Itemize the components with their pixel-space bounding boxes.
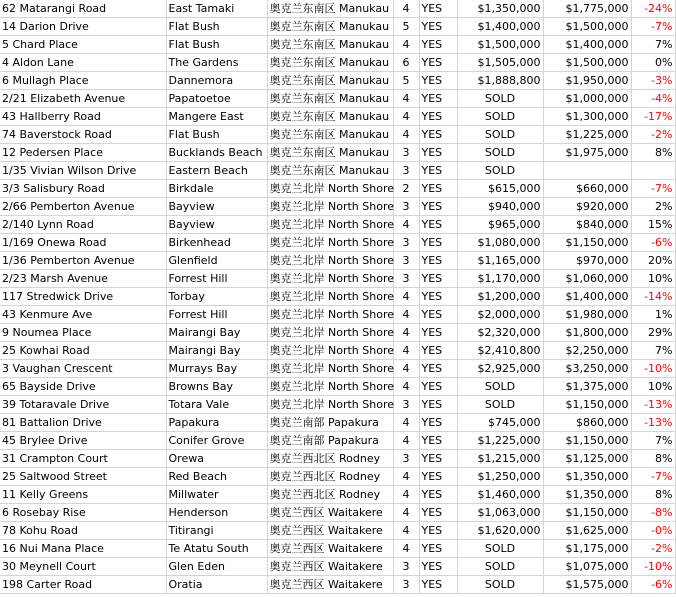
percent-cell[interactable]: 2% — [631, 198, 675, 216]
region-cell[interactable]: 奥克兰北岸 North Shore — [267, 324, 393, 342]
flag-cell[interactable]: YES — [419, 360, 457, 378]
region-cell[interactable]: 奥克兰北岸 North Shore — [267, 378, 393, 396]
address-cell[interactable]: 45 Brylee Drive — [0, 432, 166, 450]
bedrooms-cell[interactable]: 3 — [393, 450, 419, 468]
price-cell[interactable]: SOLD — [457, 378, 543, 396]
region-cell[interactable]: 奥克兰西区 Waitakere — [267, 504, 393, 522]
valuation-cell[interactable]: $860,000 — [543, 414, 631, 432]
flag-cell[interactable]: YES — [419, 216, 457, 234]
valuation-cell[interactable]: $1,950,000 — [543, 72, 631, 90]
table-row — [0, 522, 675, 540]
address-cell[interactable]: 2/23 Marsh Avenue — [0, 270, 166, 288]
valuation-cell[interactable]: $1,075,000 — [543, 558, 631, 576]
percent-cell[interactable]: -6% — [631, 234, 675, 252]
price-cell[interactable]: $1,063,000 — [457, 504, 543, 522]
percent-cell[interactable]: 8% — [631, 486, 675, 504]
valuation-cell[interactable]: $1,980,000 — [543, 306, 631, 324]
bedrooms-cell[interactable]: 3 — [393, 396, 419, 414]
percent-cell[interactable]: -10% — [631, 360, 675, 378]
address-cell[interactable]: 74 Baverstock Road — [0, 126, 166, 144]
table-row — [0, 216, 675, 234]
percent-cell[interactable]: 20% — [631, 252, 675, 270]
price-cell[interactable]: $1,215,000 — [457, 450, 543, 468]
suburb-cell[interactable]: Bucklands Beach — [166, 144, 267, 162]
bedrooms-cell[interactable]: 4 — [393, 414, 419, 432]
valuation-cell[interactable]: $1,225,000 — [543, 126, 631, 144]
valuation-cell[interactable]: $1,150,000 — [543, 432, 631, 450]
table-row — [0, 0, 675, 18]
table-row — [0, 360, 675, 378]
valuation-cell[interactable]: $1,575,000 — [543, 576, 631, 594]
percent-cell[interactable]: 1% — [631, 306, 675, 324]
valuation-cell[interactable]: $660,000 — [543, 180, 631, 198]
table-row — [0, 450, 675, 468]
region-cell[interactable]: 奥克兰北岸 North Shore — [267, 252, 393, 270]
bedrooms-cell[interactable]: 4 — [393, 108, 419, 126]
percent-cell[interactable] — [631, 162, 675, 180]
address-cell[interactable]: 16 Nui Mana Place — [0, 540, 166, 558]
address-cell[interactable]: 12 Pedersen Place — [0, 144, 166, 162]
suburb-cell[interactable]: Forrest Hill — [166, 270, 267, 288]
valuation-cell[interactable]: $840,000 — [543, 216, 631, 234]
flag-cell[interactable]: YES — [419, 558, 457, 576]
suburb-cell[interactable]: Bayview — [166, 216, 267, 234]
table-row — [0, 486, 675, 504]
region-cell[interactable]: 奥克兰西区 Waitakere — [267, 576, 393, 594]
valuation-cell[interactable]: $920,000 — [543, 198, 631, 216]
flag-cell[interactable]: YES — [419, 342, 457, 360]
flag-cell[interactable]: YES — [419, 468, 457, 486]
suburb-cell[interactable]: Papakura — [166, 414, 267, 432]
flag-cell[interactable]: YES — [419, 576, 457, 594]
price-cell[interactable]: SOLD — [457, 162, 543, 180]
percent-cell[interactable]: -13% — [631, 396, 675, 414]
suburb-cell[interactable]: Oratia — [166, 576, 267, 594]
suburb-cell[interactable]: Mangere East — [166, 108, 267, 126]
price-cell[interactable]: SOLD — [457, 576, 543, 594]
bedrooms-cell[interactable]: 4 — [393, 0, 419, 18]
address-cell[interactable]: 78 Kohu Road — [0, 522, 166, 540]
region-cell[interactable]: 奥克兰东南区 Manukau — [267, 0, 393, 18]
suburb-cell[interactable]: Conifer Grove — [166, 432, 267, 450]
percent-cell[interactable]: -0% — [631, 522, 675, 540]
table-row — [0, 162, 675, 180]
valuation-cell[interactable]: $1,000,000 — [543, 90, 631, 108]
table-row — [0, 432, 675, 450]
table-row — [0, 396, 675, 414]
bedrooms-cell[interactable]: 3 — [393, 576, 419, 594]
region-cell[interactable]: 奥克兰北岸 North Shore — [267, 180, 393, 198]
valuation-cell[interactable]: $2,250,000 — [543, 342, 631, 360]
price-cell[interactable]: $1,250,000 — [457, 468, 543, 486]
valuation-cell[interactable]: $1,150,000 — [543, 234, 631, 252]
table-row — [0, 504, 675, 522]
valuation-cell[interactable]: $1,125,000 — [543, 450, 631, 468]
flag-cell[interactable]: YES — [419, 144, 457, 162]
table-row — [0, 198, 675, 216]
flag-cell[interactable]: YES — [419, 378, 457, 396]
bedrooms-cell[interactable]: 4 — [393, 504, 419, 522]
region-cell[interactable]: 奥克兰东南区 Manukau — [267, 162, 393, 180]
percent-cell[interactable]: -7% — [631, 180, 675, 198]
address-cell[interactable]: 2/21 Elizabeth Avenue — [0, 90, 166, 108]
flag-cell[interactable]: YES — [419, 0, 457, 18]
flag-cell[interactable]: YES — [419, 414, 457, 432]
bedrooms-cell[interactable]: 4 — [393, 378, 419, 396]
table-row — [0, 558, 675, 576]
table-row — [0, 108, 675, 126]
suburb-cell[interactable]: Papatoetoe — [166, 90, 267, 108]
percent-cell[interactable]: -24% — [631, 0, 675, 18]
flag-cell[interactable]: YES — [419, 396, 457, 414]
flag-cell[interactable]: YES — [419, 540, 457, 558]
suburb-cell[interactable]: Mairangi Bay — [166, 342, 267, 360]
region-cell[interactable]: 奥克兰东南区 Manukau — [267, 108, 393, 126]
region-cell[interactable]: 奥克兰北岸 North Shore — [267, 306, 393, 324]
valuation-cell[interactable]: $1,400,000 — [543, 288, 631, 306]
bedrooms-cell[interactable]: 4 — [393, 306, 419, 324]
address-cell[interactable]: 39 Totaravale Drive — [0, 396, 166, 414]
percent-cell[interactable]: -17% — [631, 108, 675, 126]
percent-cell[interactable]: -2% — [631, 126, 675, 144]
percent-cell[interactable]: -2% — [631, 540, 675, 558]
flag-cell[interactable]: YES — [419, 432, 457, 450]
address-cell[interactable]: 25 Saltwood Street — [0, 468, 166, 486]
region-cell[interactable]: 奥克兰西北区 Rodney — [267, 468, 393, 486]
flag-cell[interactable]: YES — [419, 306, 457, 324]
percent-cell[interactable]: -7% — [631, 468, 675, 486]
bedrooms-cell[interactable]: 4 — [393, 342, 419, 360]
bedrooms-cell[interactable]: 4 — [393, 288, 419, 306]
price-cell[interactable]: $965,000 — [457, 216, 543, 234]
flag-cell[interactable]: YES — [419, 180, 457, 198]
table-row — [0, 288, 675, 306]
table-row — [0, 576, 675, 594]
address-cell[interactable]: 2/66 Pemberton Avenue — [0, 198, 166, 216]
price-cell[interactable]: $1,200,000 — [457, 288, 543, 306]
bedrooms-cell[interactable]: 4 — [393, 360, 419, 378]
table-row — [0, 270, 675, 288]
valuation-cell[interactable]: $1,625,000 — [543, 522, 631, 540]
bedrooms-cell[interactable]: 3 — [393, 252, 419, 270]
suburb-cell[interactable]: Glenfield — [166, 252, 267, 270]
table-row — [0, 378, 675, 396]
region-cell[interactable]: 奥克兰北岸 North Shore — [267, 216, 393, 234]
valuation-cell[interactable]: $1,150,000 — [543, 504, 631, 522]
flag-cell[interactable]: YES — [419, 54, 457, 72]
bedrooms-cell[interactable]: 4 — [393, 468, 419, 486]
table-row — [0, 324, 675, 342]
region-cell[interactable]: 奥克兰东南区 Manukau — [267, 126, 393, 144]
address-cell[interactable]: 3 Vaughan Crescent — [0, 360, 166, 378]
valuation-cell[interactable]: $1,375,000 — [543, 378, 631, 396]
address-cell[interactable]: 31 Crampton Court — [0, 450, 166, 468]
address-cell[interactable]: 30 Meynell Court — [0, 558, 166, 576]
suburb-cell[interactable]: Birkenhead — [166, 234, 267, 252]
flag-cell[interactable]: YES — [419, 288, 457, 306]
bedrooms-cell[interactable]: 6 — [393, 54, 419, 72]
suburb-cell[interactable]: Millwater — [166, 486, 267, 504]
percent-cell[interactable]: -13% — [631, 414, 675, 432]
flag-cell[interactable]: YES — [419, 522, 457, 540]
valuation-cell[interactable]: $3,250,000 — [543, 360, 631, 378]
region-cell[interactable]: 奥克兰北岸 North Shore — [267, 198, 393, 216]
bedrooms-cell[interactable]: 4 — [393, 540, 419, 558]
suburb-cell[interactable]: Titirangi — [166, 522, 267, 540]
address-cell[interactable]: 117 Stredwick Drive — [0, 288, 166, 306]
table-row — [0, 414, 675, 432]
table-row — [0, 36, 675, 54]
bedrooms-cell[interactable]: 2 — [393, 180, 419, 198]
table-row — [0, 468, 675, 486]
flag-cell[interactable]: YES — [419, 162, 457, 180]
valuation-cell[interactable]: $1,300,000 — [543, 108, 631, 126]
bedrooms-cell[interactable]: 4 — [393, 126, 419, 144]
address-cell[interactable]: 3/3 Salisbury Road — [0, 180, 166, 198]
region-cell[interactable]: 奥克兰东南区 Manukau — [267, 144, 393, 162]
flag-cell[interactable]: YES — [419, 198, 457, 216]
region-cell[interactable]: 奥克兰西北区 Rodney — [267, 486, 393, 504]
region-cell[interactable]: 奥克兰西区 Waitakere — [267, 540, 393, 558]
address-cell[interactable]: 6 Rosebay Rise — [0, 504, 166, 522]
flag-cell[interactable]: YES — [419, 450, 457, 468]
price-cell[interactable]: $1,080,000 — [457, 234, 543, 252]
flag-cell[interactable]: YES — [419, 72, 457, 90]
price-cell[interactable]: $1,460,000 — [457, 486, 543, 504]
address-cell[interactable]: 43 Hallberry Road — [0, 108, 166, 126]
bedrooms-cell[interactable]: 3 — [393, 162, 419, 180]
suburb-cell[interactable]: East Tamaki — [166, 0, 267, 18]
percent-cell[interactable]: 29% — [631, 324, 675, 342]
percent-cell[interactable]: -14% — [631, 288, 675, 306]
valuation-cell[interactable]: $1,350,000 — [543, 468, 631, 486]
region-cell[interactable]: 奥克兰南部 Papakura — [267, 432, 393, 450]
region-cell[interactable]: 奥克兰北岸 North Shore — [267, 288, 393, 306]
percent-cell[interactable]: -3% — [631, 72, 675, 90]
percent-cell[interactable]: -8% — [631, 504, 675, 522]
address-cell[interactable]: 25 Kowhai Road — [0, 342, 166, 360]
region-cell[interactable]: 奥克兰东南区 Manukau — [267, 36, 393, 54]
region-cell[interactable]: 奥克兰西北区 Rodney — [267, 450, 393, 468]
address-cell[interactable]: 62 Matarangi Road — [0, 0, 166, 18]
address-cell[interactable]: 81 Battalion Drive — [0, 414, 166, 432]
suburb-cell[interactable]: Murrays Bay — [166, 360, 267, 378]
valuation-cell[interactable]: $1,175,000 — [543, 540, 631, 558]
bedrooms-cell[interactable]: 3 — [393, 270, 419, 288]
address-cell[interactable]: 14 Darion Drive — [0, 18, 166, 36]
percent-cell[interactable]: -4% — [631, 90, 675, 108]
flag-cell[interactable]: YES — [419, 252, 457, 270]
suburb-cell[interactable]: Eastern Beach — [166, 162, 267, 180]
bedrooms-cell[interactable]: 3 — [393, 234, 419, 252]
suburb-cell[interactable]: Bayview — [166, 198, 267, 216]
price-cell[interactable]: SOLD — [457, 90, 543, 108]
region-cell[interactable]: 奥克兰西区 Waitakere — [267, 558, 393, 576]
price-cell[interactable]: $2,320,000 — [457, 324, 543, 342]
valuation-cell[interactable]: $1,400,000 — [543, 36, 631, 54]
region-cell[interactable]: 奥克兰西区 Waitakere — [267, 522, 393, 540]
bedrooms-cell[interactable]: 4 — [393, 522, 419, 540]
valuation-cell[interactable]: $1,975,000 — [543, 144, 631, 162]
percent-cell[interactable]: 8% — [631, 144, 675, 162]
valuation-cell[interactable]: $1,775,000 — [543, 0, 631, 18]
suburb-cell[interactable]: Glen Eden — [166, 558, 267, 576]
percent-cell[interactable]: 10% — [631, 270, 675, 288]
region-cell[interactable]: 奥克兰东南区 Manukau — [267, 54, 393, 72]
bedrooms-cell[interactable]: 4 — [393, 216, 419, 234]
table-row — [0, 234, 675, 252]
table-row — [0, 306, 675, 324]
percent-cell[interactable]: -10% — [631, 558, 675, 576]
price-cell[interactable]: SOLD — [457, 540, 543, 558]
suburb-cell[interactable]: Totara Vale — [166, 396, 267, 414]
table-row — [0, 90, 675, 108]
valuation-cell[interactable]: $1,800,000 — [543, 324, 631, 342]
bedrooms-cell[interactable]: 4 — [393, 324, 419, 342]
bedrooms-cell[interactable]: 3 — [393, 558, 419, 576]
valuation-cell[interactable]: $1,350,000 — [543, 486, 631, 504]
table-row — [0, 180, 675, 198]
suburb-cell[interactable]: Birkdale — [166, 180, 267, 198]
table-row — [0, 252, 675, 270]
region-cell[interactable]: 奥克兰北岸 North Shore — [267, 270, 393, 288]
address-cell[interactable]: 1/36 Pemberton Avenue — [0, 252, 166, 270]
flag-cell[interactable]: YES — [419, 504, 457, 522]
flag-cell[interactable]: YES — [419, 126, 457, 144]
address-cell[interactable]: 11 Kelly Greens — [0, 486, 166, 504]
suburb-cell[interactable]: Forrest Hill — [166, 306, 267, 324]
suburb-cell[interactable]: Torbay — [166, 288, 267, 306]
address-cell[interactable]: 198 Carter Road — [0, 576, 166, 594]
valuation-cell[interactable]: $1,150,000 — [543, 396, 631, 414]
address-cell[interactable]: 6 Mullagh Place — [0, 72, 166, 90]
table-row — [0, 18, 675, 36]
price-cell[interactable]: $2,925,000 — [457, 360, 543, 378]
flag-cell[interactable]: YES — [419, 324, 457, 342]
valuation-cell[interactable]: $1,060,000 — [543, 270, 631, 288]
flag-cell[interactable]: YES — [419, 108, 457, 126]
table-row — [0, 72, 675, 90]
percent-cell[interactable]: -6% — [631, 576, 675, 594]
price-cell[interactable]: SOLD — [457, 126, 543, 144]
table-row — [0, 342, 675, 360]
address-cell[interactable]: 9 Noumea Place — [0, 324, 166, 342]
price-cell[interactable]: $1,400,000 — [457, 18, 543, 36]
region-cell[interactable]: 奥克兰北岸 North Shore — [267, 396, 393, 414]
table-row — [0, 144, 675, 162]
price-cell[interactable]: $1,500,000 — [457, 36, 543, 54]
suburb-cell[interactable]: Flat Bush — [166, 36, 267, 54]
region-cell[interactable]: 奥克兰东南区 Manukau — [267, 18, 393, 36]
percent-cell[interactable]: 7% — [631, 342, 675, 360]
price-cell[interactable]: $940,000 — [457, 198, 543, 216]
flag-cell[interactable]: YES — [419, 234, 457, 252]
price-cell[interactable]: SOLD — [457, 558, 543, 576]
price-cell[interactable]: $745,000 — [457, 414, 543, 432]
bedrooms-cell[interactable]: 4 — [393, 486, 419, 504]
bedrooms-cell[interactable]: 4 — [393, 90, 419, 108]
address-cell[interactable]: 4 Aldon Lane — [0, 54, 166, 72]
bedrooms-cell[interactable]: 5 — [393, 72, 419, 90]
price-cell[interactable]: SOLD — [457, 108, 543, 126]
suburb-cell[interactable]: Mairangi Bay — [166, 324, 267, 342]
suburb-cell[interactable]: The Gardens — [166, 54, 267, 72]
price-cell[interactable]: $1,620,000 — [457, 522, 543, 540]
valuation-cell[interactable]: $1,500,000 — [543, 18, 631, 36]
price-cell[interactable]: $1,888,800 — [457, 72, 543, 90]
bedrooms-cell[interactable]: 3 — [393, 144, 419, 162]
price-cell[interactable]: $1,350,000 — [457, 0, 543, 18]
suburb-cell[interactable]: Browns Bay — [166, 378, 267, 396]
valuation-cell[interactable] — [543, 162, 631, 180]
region-cell[interactable]: 奥克兰南部 Papakura — [267, 414, 393, 432]
address-cell[interactable]: 2/140 Lynn Road — [0, 216, 166, 234]
address-cell[interactable]: 65 Bayside Drive — [0, 378, 166, 396]
bedrooms-cell[interactable]: 4 — [393, 432, 419, 450]
flag-cell[interactable]: YES — [419, 486, 457, 504]
suburb-cell[interactable]: Dannemora — [166, 72, 267, 90]
table-row — [0, 126, 675, 144]
percent-cell[interactable]: 8% — [631, 450, 675, 468]
percent-cell[interactable]: 0% — [631, 54, 675, 72]
bedrooms-cell[interactable]: 5 — [393, 18, 419, 36]
price-cell[interactable]: SOLD — [457, 144, 543, 162]
percent-cell[interactable]: 7% — [631, 432, 675, 450]
valuation-cell[interactable]: $1,500,000 — [543, 54, 631, 72]
region-cell[interactable]: 奥克兰北岸 North Shore — [267, 342, 393, 360]
percent-cell[interactable]: 7% — [631, 36, 675, 54]
price-cell[interactable]: $1,165,000 — [457, 252, 543, 270]
flag-cell[interactable]: YES — [419, 18, 457, 36]
percent-cell[interactable]: -7% — [631, 18, 675, 36]
region-cell[interactable]: 奥克兰北岸 North Shore — [267, 360, 393, 378]
price-cell[interactable]: $1,225,000 — [457, 432, 543, 450]
address-cell[interactable]: 43 Kenmure Ave — [0, 306, 166, 324]
suburb-cell[interactable]: Flat Bush — [166, 126, 267, 144]
address-cell[interactable]: 1/35 Vivian Wilson Drive — [0, 162, 166, 180]
suburb-cell[interactable]: Red Beach — [166, 468, 267, 486]
price-cell[interactable]: SOLD — [457, 396, 543, 414]
bedrooms-cell[interactable]: 3 — [393, 198, 419, 216]
flag-cell[interactable]: YES — [419, 36, 457, 54]
region-cell[interactable]: 奥克兰东南区 Manukau — [267, 72, 393, 90]
price-cell[interactable]: $1,505,000 — [457, 54, 543, 72]
table-row — [0, 54, 675, 72]
suburb-cell[interactable]: Te Atatu South — [166, 540, 267, 558]
price-cell[interactable]: $2,410,800 — [457, 342, 543, 360]
region-cell[interactable]: 奥克兰北岸 North Shore — [267, 234, 393, 252]
percent-cell[interactable]: 15% — [631, 216, 675, 234]
price-cell[interactable]: $615,000 — [457, 180, 543, 198]
price-cell[interactable]: $1,170,000 — [457, 270, 543, 288]
table-row — [0, 540, 675, 558]
percent-cell[interactable]: 10% — [631, 378, 675, 396]
suburb-cell[interactable]: Orewa — [166, 450, 267, 468]
suburb-cell[interactable]: Flat Bush — [166, 18, 267, 36]
address-cell[interactable]: 1/169 Onewa Road — [0, 234, 166, 252]
valuation-cell[interactable]: $970,000 — [543, 252, 631, 270]
flag-cell[interactable]: YES — [419, 90, 457, 108]
bedrooms-cell[interactable]: 4 — [393, 36, 419, 54]
suburb-cell[interactable]: Henderson — [166, 504, 267, 522]
address-cell[interactable]: 5 Chard Place — [0, 36, 166, 54]
region-cell[interactable]: 奥克兰东南区 Manukau — [267, 90, 393, 108]
flag-cell[interactable]: YES — [419, 270, 457, 288]
price-cell[interactable]: $2,000,000 — [457, 306, 543, 324]
